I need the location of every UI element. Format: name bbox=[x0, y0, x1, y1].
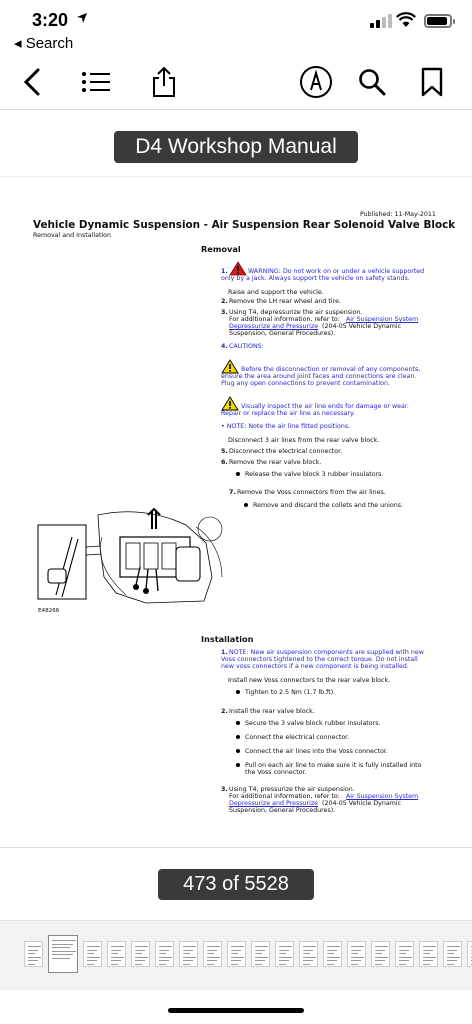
page-thumbnail[interactable] bbox=[467, 941, 472, 967]
note-text: new voss connectors if a new component is being installed. bbox=[221, 663, 409, 670]
page-heading: Vehicle Dynamic Suspension - Air Suspension Rear Solenoid Valve Block bbox=[33, 219, 456, 231]
reference-link[interactable]: Air Suspension System bbox=[346, 316, 419, 323]
step-text: Tighten to 2.5 Nm (1.7 lb.ft). bbox=[245, 689, 336, 696]
page-thumbnail[interactable] bbox=[419, 941, 438, 967]
caution-text: Before the disconnection or removal of any components, bbox=[241, 366, 421, 373]
step-number: 5. bbox=[221, 448, 228, 455]
page-thumbnail[interactable] bbox=[371, 941, 390, 967]
pdf-page[interactable] bbox=[0, 176, 472, 848]
page-subheading: Removal and Installation bbox=[33, 232, 112, 239]
search-icon[interactable] bbox=[354, 64, 390, 100]
bullet bbox=[236, 749, 240, 753]
step-text: Install new Voss connectors to the rear valve block. bbox=[228, 677, 391, 684]
reference-link[interactable]: Depressurize and Pressurize bbox=[229, 800, 319, 807]
wifi-icon bbox=[396, 12, 416, 28]
valve-block-illustration bbox=[36, 507, 226, 607]
step-text: Secure the 3 valve block rubber insulators. bbox=[245, 720, 381, 727]
step-text: For additional information, refer to: bbox=[229, 793, 340, 800]
step-text: Raise and support the vehicle. bbox=[228, 289, 324, 296]
page-thumbnail[interactable] bbox=[443, 941, 462, 967]
page-thumbnail[interactable] bbox=[24, 941, 43, 967]
home-indicator[interactable] bbox=[168, 1008, 304, 1013]
reference-link[interactable]: Depressurize and Pressurize bbox=[229, 323, 319, 330]
step-number: 4. bbox=[221, 343, 228, 350]
bullet bbox=[236, 735, 240, 739]
page-thumbnail[interactable] bbox=[179, 941, 198, 967]
step-text: Remove the Voss connectors from the air lines. bbox=[237, 489, 386, 496]
installation-heading: Installation bbox=[201, 634, 254, 644]
note-label: NOTE: Note the air line fitted positions. bbox=[226, 423, 351, 430]
bullet bbox=[236, 690, 240, 694]
manual-page-content bbox=[0, 177, 472, 849]
step-number: 6. bbox=[221, 459, 228, 466]
step-text: Disconnect the electrical connector. bbox=[229, 448, 343, 455]
step-text: Using T4, depressurize the air suspension. bbox=[229, 309, 363, 316]
list-icon[interactable] bbox=[78, 64, 114, 100]
back-to-search-link[interactable]: ◂ Search bbox=[14, 35, 74, 52]
step-text: Suspension, General Procedures). bbox=[229, 330, 336, 337]
page-thumbnail[interactable] bbox=[347, 941, 366, 967]
page-thumbnail[interactable] bbox=[227, 941, 246, 967]
note-text: • NOTE: Note the air line fitted positions. bbox=[221, 423, 351, 430]
note-text: NOTE: New air suspension components are supplied with new bbox=[229, 649, 424, 656]
step-text: Using T4, pressurize the air suspension. bbox=[229, 786, 355, 793]
reference-link[interactable]: Air Suspension System bbox=[346, 793, 419, 800]
battery-icon bbox=[424, 14, 452, 28]
step-text: Release the valve block 3 rubber insulators. bbox=[245, 471, 384, 478]
current-page-thumbnail[interactable] bbox=[48, 935, 78, 973]
step-number: 2. bbox=[221, 298, 228, 305]
location-arrow-icon bbox=[76, 12, 88, 27]
status-bar bbox=[0, 0, 472, 56]
bullet bbox=[244, 503, 248, 507]
step-text: the Voss connector. bbox=[245, 769, 307, 776]
page-thumbnail[interactable] bbox=[203, 941, 222, 967]
bullet bbox=[236, 763, 240, 767]
step-text: Disconnect 3 air lines from the rear valve block. bbox=[228, 437, 380, 444]
page-indicator: 473 of 5528 bbox=[158, 869, 314, 900]
bullet bbox=[236, 472, 240, 476]
caution-text: Repair or replace the air line as necessary. bbox=[221, 410, 355, 417]
step-text: Install the rear valve block. bbox=[229, 708, 315, 715]
page-thumbnail[interactable] bbox=[251, 941, 270, 967]
page-thumbnail[interactable] bbox=[275, 941, 294, 967]
step-text: Connect the electrical connector. bbox=[245, 734, 350, 741]
document-title: D4 Workshop Manual bbox=[114, 131, 358, 163]
step-text: Pull on each air line to make sure it is fully installed into bbox=[245, 762, 422, 769]
removal-heading: Removal bbox=[201, 244, 241, 254]
page-thumbnail-strip[interactable] bbox=[0, 920, 472, 990]
step-text: Connect the air lines into the Voss connector. bbox=[245, 748, 388, 755]
figure-label: E48266 bbox=[38, 608, 60, 614]
back-icon[interactable] bbox=[14, 64, 50, 100]
caution-text: ensure the area around joint faces and connections are clean. bbox=[221, 373, 417, 380]
step-text: Remove the rear valve block. bbox=[229, 459, 322, 466]
page-thumbnail[interactable] bbox=[395, 941, 414, 967]
reader-toolbar bbox=[0, 56, 472, 110]
step-number: 1. bbox=[221, 649, 228, 656]
warning-text: only by a jack. Always support the vehicle on safety stands. bbox=[221, 275, 410, 282]
page-thumbnail[interactable] bbox=[131, 941, 150, 967]
bookmark-icon[interactable] bbox=[414, 64, 450, 100]
step-text: Remove the LH rear wheel and tire. bbox=[229, 298, 341, 305]
bullet bbox=[236, 721, 240, 725]
step-text: For additional information, refer to: bbox=[229, 316, 340, 323]
step-number: 3. bbox=[221, 786, 228, 793]
caution-text: Visually inspect the air line ends for damage or wear. bbox=[241, 403, 409, 410]
warning-text: WARNING: Do not work on or under a vehicle supported bbox=[248, 268, 425, 275]
cautions-label: CAUTIONS: bbox=[229, 343, 264, 350]
cellular-signal-icon bbox=[370, 14, 392, 28]
step-number: 1. bbox=[221, 268, 228, 275]
step-text: (204-05 Vehicle Dynamic bbox=[322, 323, 402, 330]
step-text: (204-05 Vehicle Dynamic bbox=[322, 800, 402, 807]
step-number: 7. bbox=[229, 489, 236, 496]
step-number: 2. bbox=[221, 708, 228, 715]
page-thumbnail[interactable] bbox=[107, 941, 126, 967]
published-date: Published: 11-May-2011 bbox=[360, 211, 436, 218]
step-text: Suspension, General Procedures). bbox=[229, 807, 336, 814]
page-thumbnail[interactable] bbox=[83, 941, 102, 967]
note-text: Voss connectors tightened to the correct torque. Do not install bbox=[221, 656, 418, 663]
share-icon[interactable] bbox=[146, 64, 182, 100]
caution-text: Plug any open connections to prevent contamination. bbox=[221, 380, 390, 387]
status-time: 3:20 bbox=[32, 10, 69, 30]
step-text: Remove and discard the collets and the unions. bbox=[253, 502, 404, 509]
page-thumbnail[interactable] bbox=[323, 941, 342, 967]
page-thumbnail[interactable] bbox=[155, 941, 174, 967]
step-number: 3. bbox=[221, 309, 228, 316]
page-thumbnail[interactable] bbox=[299, 941, 318, 967]
markup-icon[interactable] bbox=[298, 64, 334, 100]
